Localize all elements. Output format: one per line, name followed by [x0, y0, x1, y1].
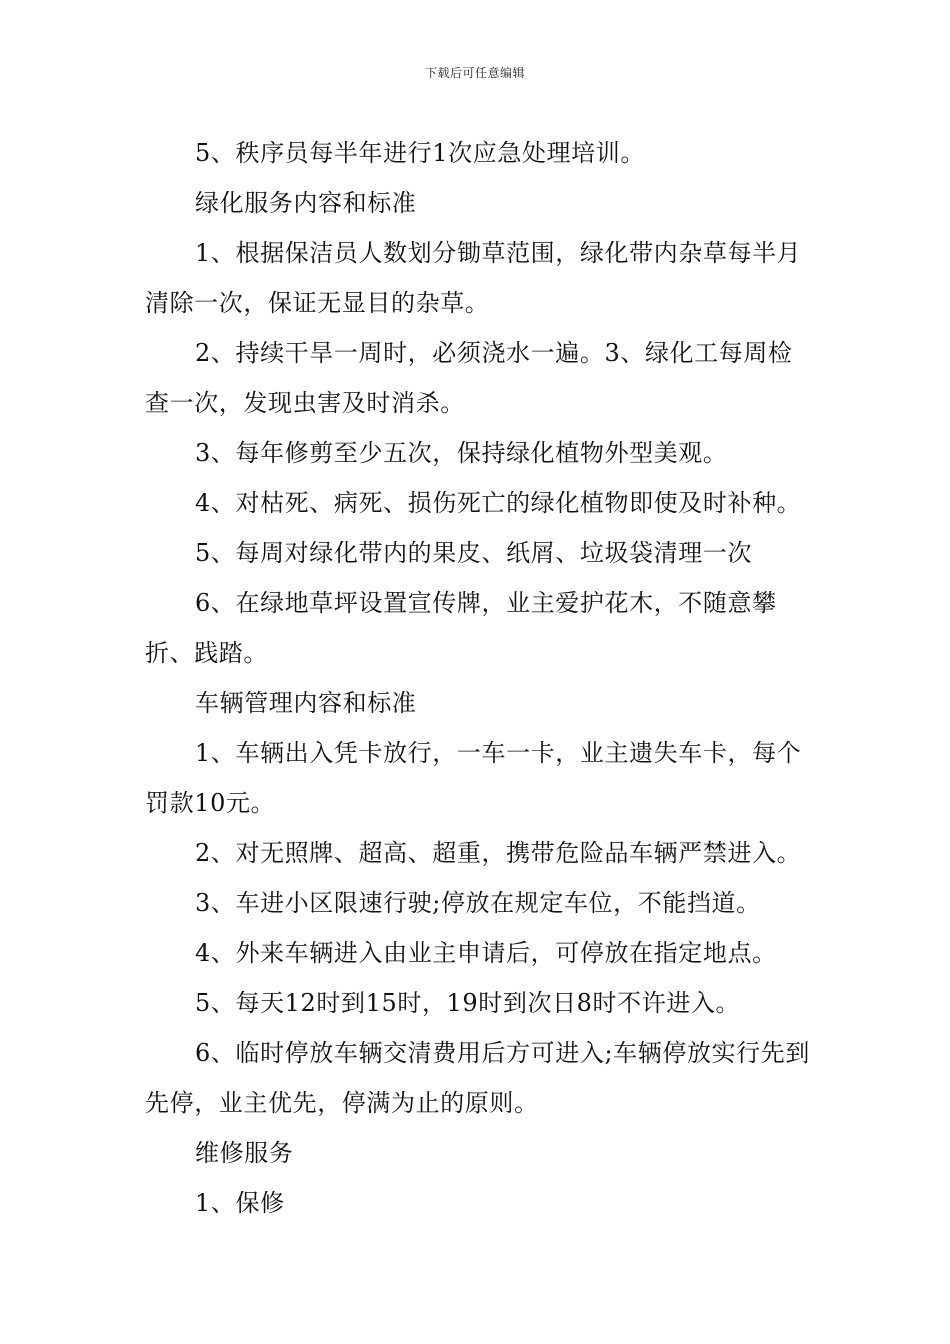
paragraph: 5、每天12时到15时，19时到次日8时不许进入。 [195, 989, 741, 1017]
section-heading-greening: 绿化服务内容和标准 [195, 189, 417, 217]
paragraph: 5、每周对绿化带内的果皮、纸屑、垃圾袋清理一次 [195, 539, 753, 567]
paragraph: 3、车进小区限速行驶;停放在规定车位，不能挡道。 [195, 889, 761, 917]
paragraph: 4、外来车辆进入由业主申请后，可停放在指定地点。 [195, 939, 777, 967]
paragraph: 1、根据保洁员人数划分锄草范围，绿化带内杂草每半月清除一次，保证无显目的杂草。 [145, 239, 802, 317]
section-heading-vehicles: 车辆管理内容和标准 [195, 689, 417, 717]
paragraph: 6、临时停放车辆交清费用后方可进入;车辆停放实行先到先停，业主优先，停满为止的原则。 [145, 1039, 810, 1117]
paragraph: 4、对枯死、病死、损伤死亡的绿化植物即使及时补种。 [195, 489, 802, 517]
page-header-note: 下载后可任意编辑 [424, 66, 525, 80]
paragraph: 3、每年修剪至少五次，保持绿化植物外型美观。 [195, 439, 728, 467]
document-body [145, 128, 810, 1228]
paragraph: 2、对无照牌、超高、超重，携带危险品车辆严禁进入。 [195, 839, 802, 867]
paragraph: 5、秩序员每半年进行1次应急处理培训。 [195, 139, 645, 167]
paragraph: 1、保修 [195, 1189, 285, 1217]
paragraph: 1、车辆出入凭卡放行，一车一卡，业主遗失车卡，每个罚款10元。 [145, 739, 802, 817]
paragraph: 2、持续干旱一周时，必须浇水一遍。3、绿化工每周检查一次，发现虫害及时消杀。 [145, 339, 793, 417]
section-heading-maintenance: 维修服务 [195, 1139, 294, 1167]
paragraph: 6、在绿地草坪设置宣传牌，业主爱护花木，不随意攀折、践踏。 [145, 589, 777, 667]
